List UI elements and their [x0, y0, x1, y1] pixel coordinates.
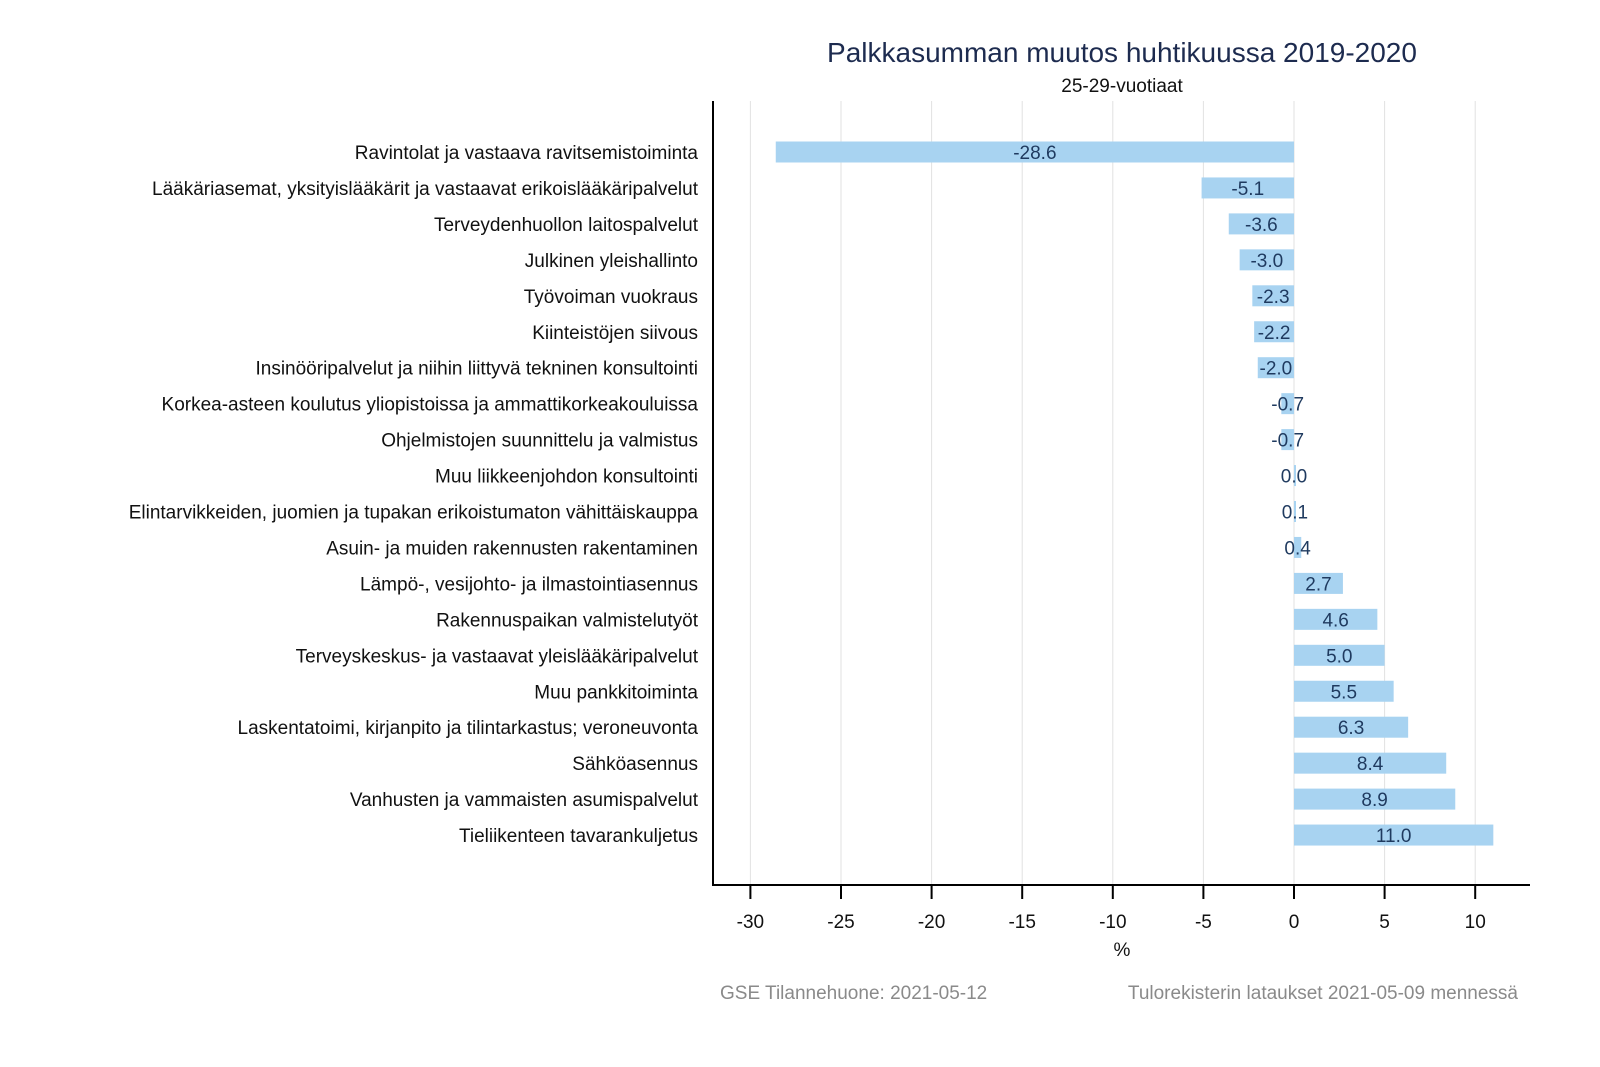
x-tick-label: -25: [827, 912, 855, 933]
category-label: Terveydenhuollon laitospalvelut: [433, 214, 698, 236]
value-label: 8.9: [1361, 790, 1388, 812]
x-tick-label: -10: [1099, 912, 1127, 933]
category-label: Sähköasennus: [572, 754, 698, 776]
value-label: -2.3: [1256, 286, 1290, 308]
category-label: Työvoiman vuokraus: [523, 286, 698, 308]
category-label: Insinööripalvelut ja niihin liittyvä tekninen konsultointi: [255, 358, 698, 380]
category-label: Vanhusten ja vammaisten asumispalvelut: [349, 790, 698, 812]
value-label: -2.0: [1259, 358, 1293, 380]
category-label: Korkea-asteen koulutus yliopistoissa ja ammattikorkeakouluissa: [161, 394, 698, 416]
value-label: -3.6: [1245, 214, 1278, 236]
category-labels: [129, 143, 699, 847]
category-label: Lääkäriasemat, yksityislääkärit ja vastaavat erikoislääkäripalvelut: [152, 178, 698, 200]
value-label: -0.7: [1271, 430, 1305, 452]
x-tick-label: -20: [917, 912, 946, 933]
value-label: 11.0: [1375, 826, 1412, 848]
x-tick-label: 10: [1464, 912, 1486, 933]
value-label: -2.2: [1257, 322, 1291, 344]
category-label: Ravintolat ja vastaava ravitsemistoiminta: [354, 143, 698, 164]
x-tick-label: -15: [1008, 912, 1036, 933]
x-tick-label: -30: [736, 912, 765, 933]
bars: [776, 142, 1494, 846]
x-axis-label: %: [1113, 940, 1131, 961]
footer-note: Tulorekisterin lataukset 2021-05-09 mennessä: [1127, 983, 1518, 1004]
value-label: 2.7: [1305, 574, 1332, 596]
value-labels: [1013, 143, 1411, 847]
category-label: Rakennuspaikan valmistelutyöt: [436, 610, 698, 632]
value-label: 6.3: [1337, 718, 1365, 740]
category-label: Terveyskeskus- ja vastaavat yleislääkäripalvelut: [295, 646, 698, 668]
x-axis-ticks: [737, 885, 1486, 933]
category-label: Muu liikkeenjohdon konsultointi: [435, 466, 698, 488]
value-label: -5.1: [1231, 178, 1265, 200]
value-label: 4.6: [1322, 610, 1349, 632]
x-tick-label: 0: [1288, 912, 1300, 933]
value-label: 8.4: [1356, 754, 1384, 776]
category-label: Kiinteistöjen siivous: [532, 322, 698, 344]
chart-title: Palkkasumman muutos huhtikuussa 2019-2020: [827, 37, 1417, 68]
category-label: Lämpö-, vesijohto- ja ilmastointiasennus: [360, 574, 698, 596]
category-label: Muu pankkitoiminta: [534, 682, 698, 704]
value-label: 0.1: [1281, 502, 1309, 524]
x-tick-label: -5: [1194, 912, 1212, 933]
category-label: Ohjelmistojen suunnittelu ja valmistus: [381, 430, 698, 452]
value-label: -0.7: [1271, 394, 1305, 416]
category-label: Elintarvikkeiden, juomien ja tupakan erikoistumaton vähittäiskauppa: [128, 502, 698, 524]
value-label: 0.0: [1280, 466, 1308, 488]
category-label: Asuin- ja muiden rakennusten rakentaminen: [326, 538, 698, 560]
category-label: Tieliikenteen tavarankuljetus: [458, 826, 698, 848]
value-label: -28.6: [1013, 143, 1057, 164]
category-label: Julkinen yleishallinto: [524, 250, 698, 272]
chart-subtitle: 25-29-vuotiaat: [1061, 76, 1183, 97]
value-label: 0.4: [1284, 538, 1311, 560]
value-label: 5.5: [1330, 682, 1358, 704]
category-label: Laskentatoimi, kirjanpito ja tilintarkastus; veroneuvonta: [237, 718, 698, 740]
value-label: -3.0: [1250, 250, 1284, 272]
x-tick-label: 5: [1379, 912, 1390, 933]
value-label: 5.0: [1326, 646, 1353, 668]
footer-source: GSE Tilannehuone: 2021-05-12: [720, 983, 988, 1004]
